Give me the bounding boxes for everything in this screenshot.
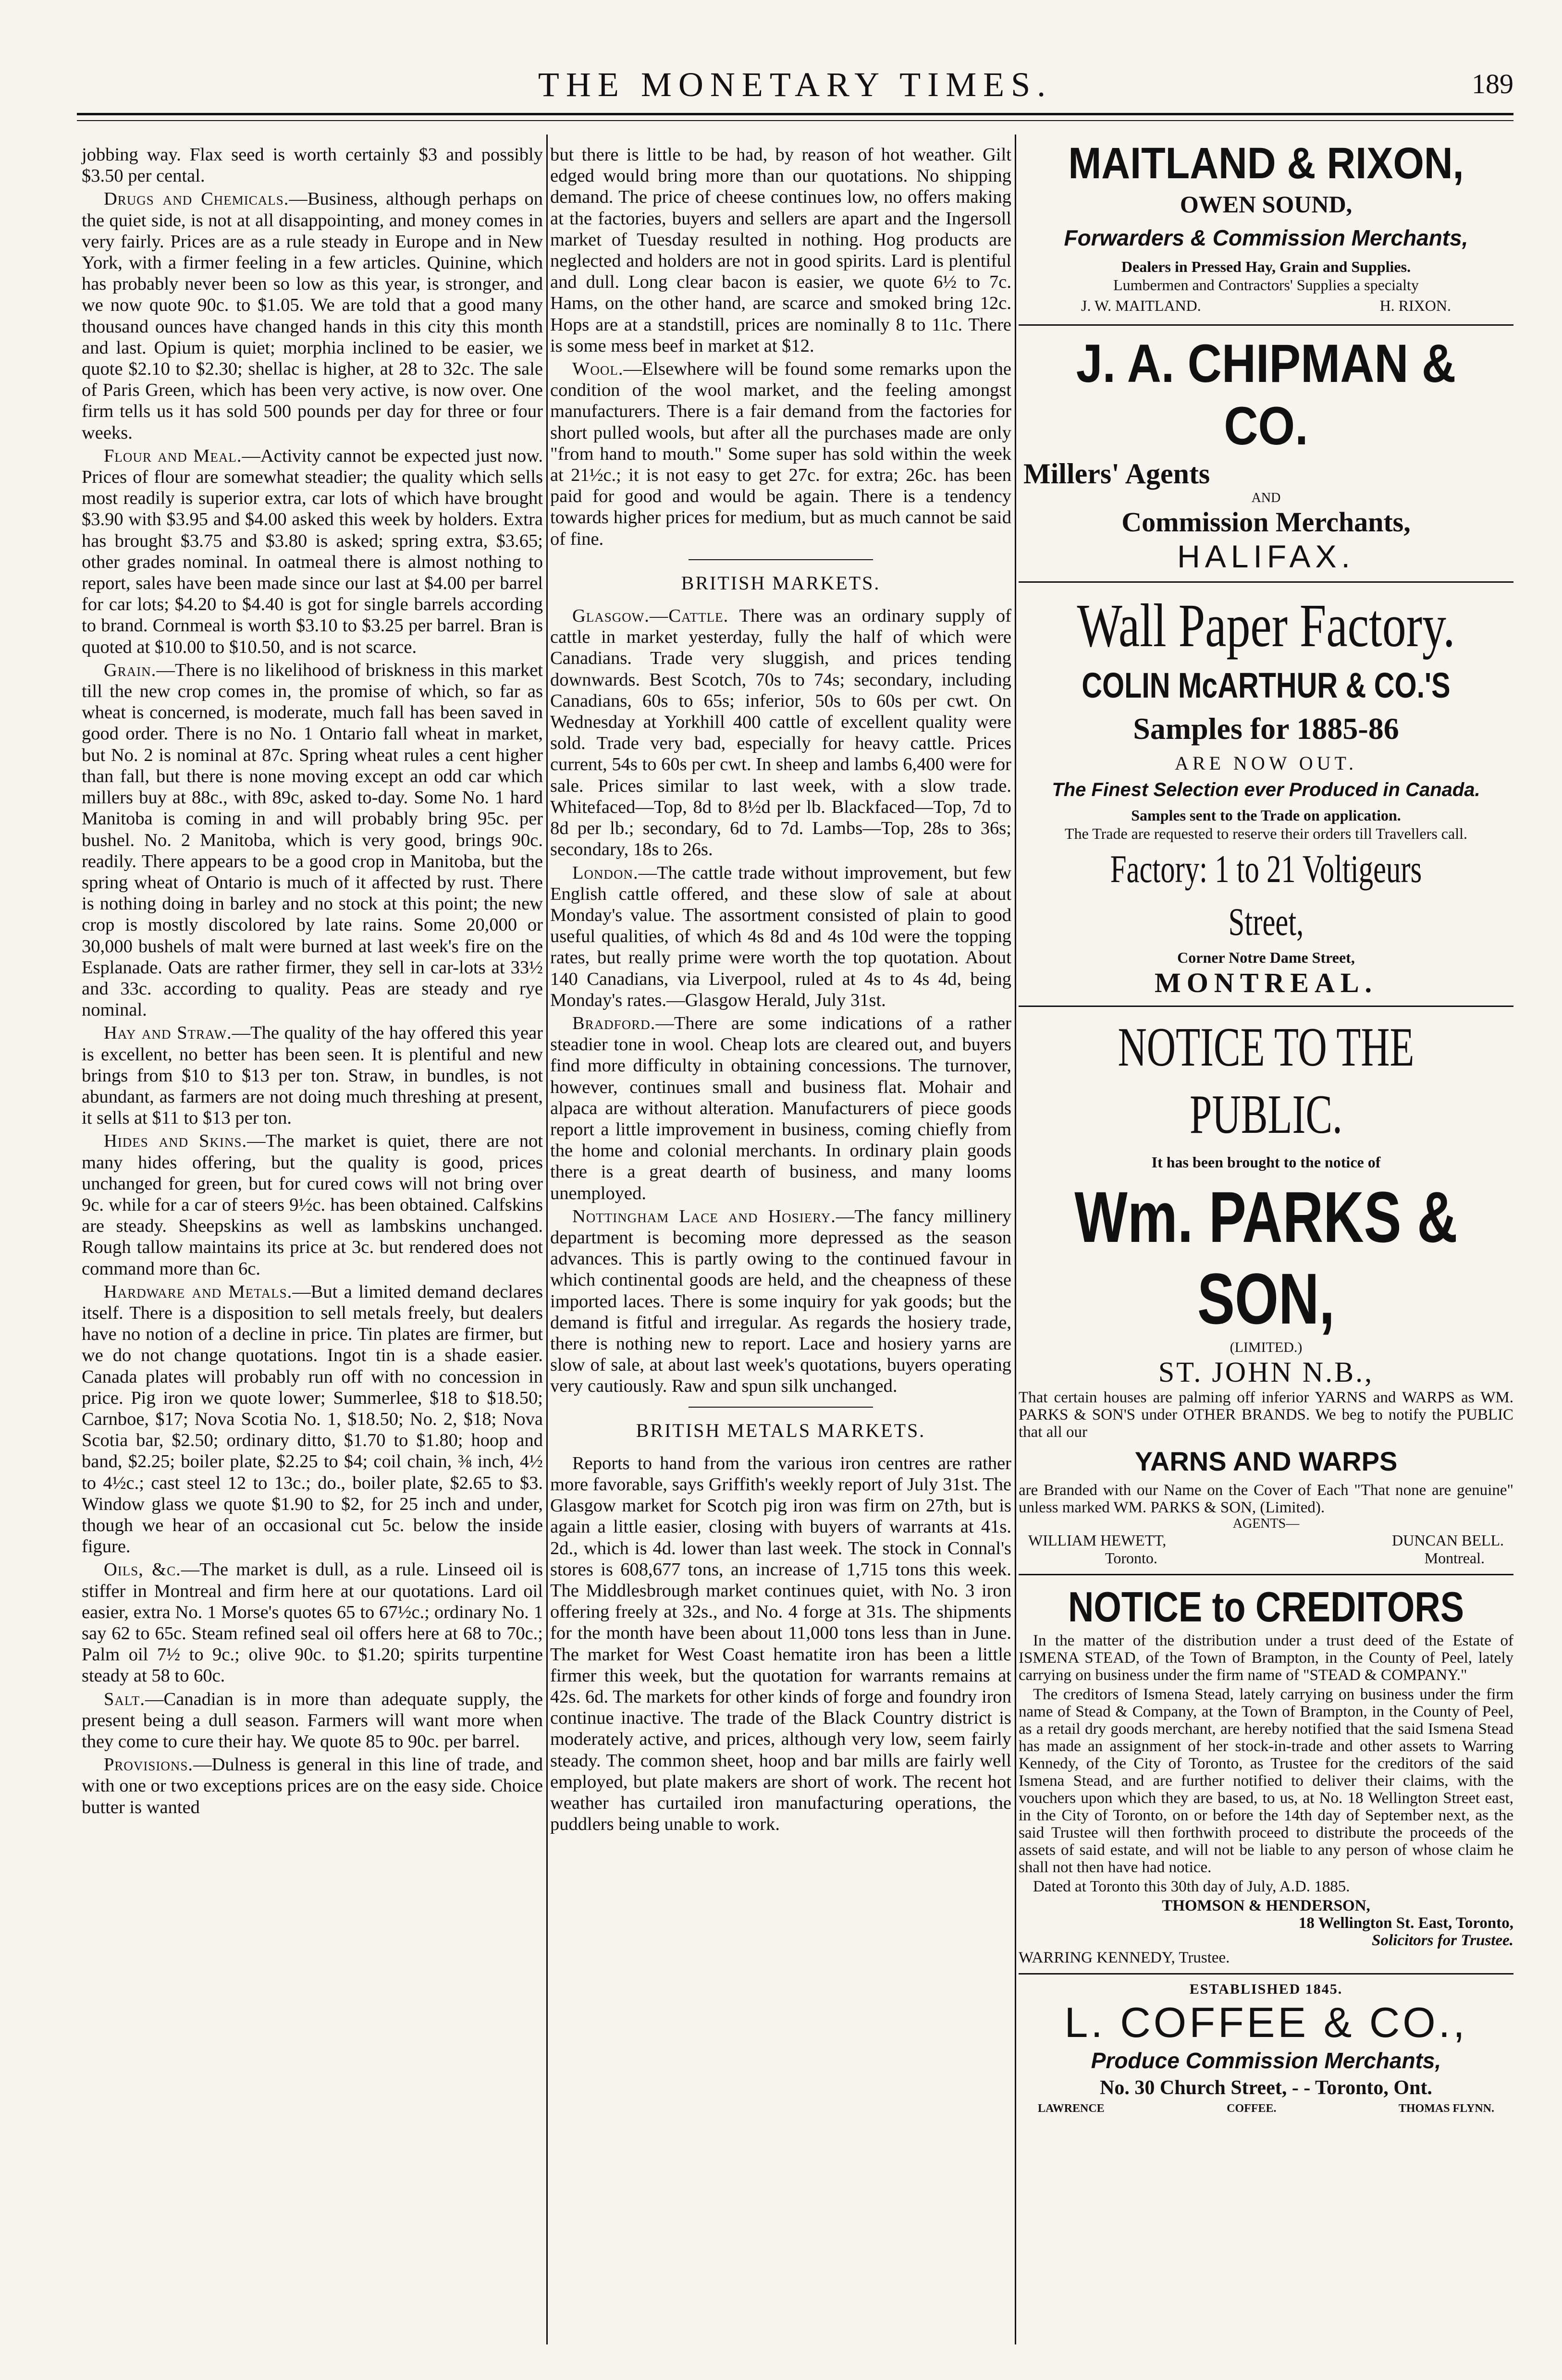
partner-rixon: H. RIXON. — [1379, 297, 1451, 314]
coffee-name: L. COFFEE & CO., — [1064, 1999, 1468, 2046]
notice-creditors-body — [1019, 1632, 1513, 1966]
notice-public-ad — [1019, 1014, 1513, 1567]
creditors-firm: THOMSON & HENDERSON, — [1162, 1897, 1370, 1914]
british-market-text: There was an ordinary supply of cattle in market yesterday, fully the half of which were Canadians. Trade very sluggish, and prices tending downwards. Best Scotch, 70s to 74s; secondary, including Canadians, 60s to 65s; inferior, 50s to 60s per cwt. On Wednesday at Yorkhill 400 cattle of excellent quality were sold. Trade very bad, especially for heavy cattle. Prices current, 54s to 60s per cwt. In sheep and lambs 6,400 were for sale. Prices similar to last week, with a slow trade. Whitefaced—Top, 8d to 8½d per lb. Blackfaced—Top, 7d to 8d per lb.; secondary, 6d to 7d. Lambs—Top, 28s to 36s; secondary, 18s to 26s. — [550, 606, 1011, 860]
agent-bell-city: Montreal. — [1424, 1549, 1485, 1567]
partner-lawrence: LAWRENCE — [1038, 2102, 1105, 2115]
parks-text-1: That certain houses are palming off inferior YARNS and WARPS as WM. PARKS & SON'S under OTHER BRANDS. We beg to notify the PUBLIC that all our — [1019, 1389, 1513, 1441]
british-markets-heading: BRITISH MARKETS. — [681, 572, 881, 594]
maitland-name: MAITLAND & RIXON, — [1068, 139, 1464, 188]
maitland-trade: Forwarders & Commission Merchants, — [1064, 225, 1468, 250]
parks-city: ST. JOHN N.B., — [1158, 1356, 1374, 1388]
creditors-trustee: WARRING KENNEDY, Trustee. — [1019, 1949, 1230, 1966]
market-report-paragraph — [82, 144, 543, 186]
wall-paper-corner: Corner Notre Dame Street, — [1177, 949, 1355, 966]
british-market-lead: London. — [572, 862, 639, 883]
creditors-solicitors: Solicitors for Trustee. — [1372, 1932, 1513, 1949]
newspaper-title: THE MONETARY TIMES. — [538, 65, 1053, 104]
maitland-dealers: Dealers in Pressed Hay, Grain and Supplies. — [1121, 258, 1411, 275]
british-markets-list — [550, 605, 1011, 1397]
ad-divider — [1019, 324, 1513, 326]
column-divider-2 — [1015, 135, 1016, 2344]
market-report-text: —Activity cannot be expected just now. Prices of flour are somewhat steadier; the quality which sells most readily is superior extra, car lots of which have brought $3.90 with $3.95 and $4.00 asked this week by holders. Extra has brought $3.75 and $3.80 is asked; spring extra, $3.65; other grades nominal. In oatmeal there is almost nothing to report, sales have been made since our last at $4.00 per barrel for car lots; $4.20 to $4.40 is got for single barrels according to brand. Cornmeal is worth $3.10 to $3.25 per barrel. Bran is quoted at $10.00 to $10.50, and is not scarce. — [82, 445, 543, 657]
market-report-paragraph — [82, 445, 543, 658]
chipman-and: AND — [1251, 491, 1281, 505]
masthead — [77, 65, 1513, 108]
notice-creditors-ad — [1019, 1582, 1513, 1966]
market-report-paragraph — [82, 1559, 543, 1686]
market-report-paragraph — [82, 1022, 543, 1129]
column-2 — [550, 144, 1011, 1837]
creditors-p2: The creditors of Ismena Stead, lately carrying on business under the firm name of Stead & Company, at the Town of Brampton, in the County of Peel, as a retail dry goods merchant, are hereby notified that the said Ismena Stead has made an assignment of her stock-in-trade and other assets to Warring Kennedy, of the City of Toronto, as Trustee for the creditors of the said Ismena Stead, and are further notified to deliver their claims, with the vouchers upon which they are based, to us, at No. 18 Wellington Street east, in the City of Toronto, on or before the 14th day of September next, as the said Trustee will then forthwith proceed to distribute the proceeds of the assets of said estate, and will not be liable to any person of whose claim he shall not then have had notice. — [1019, 1686, 1513, 1876]
wool-text: —Elsewhere will be found some remarks upon the condition of the wool market, and the feeling amongst manufacturers. There is a fair demand from the factories for short pulled wools, but after all the purchases made are only "from hand to mouth." Some super has sold within the week at 21½c.; it is not easy to get 27c. for extra; 26c. has been paid for good and would be again. There is a tendency towards higher prices for medium, but as much cannot be said of fine. — [550, 359, 1011, 549]
parks-agent-names — [1019, 1532, 1513, 1549]
market-report-text: —But a limited demand declares itself. There is a disposition to sell metals freely, but dealers have no notion of a decline in price. Tin plates are firmer, but we do not change quotations. Ingot tin is a shade easier. Canada plates will probably run off with no concession in price. Pig iron we quote lower; Summerlee, $18 to $18.50; Carnboe, $17; Nova Scotia No. 1, $18.50; No. 2, $18; Nova Scotia bar, $2.50; ordinary ditto, $1.70 to $1.80; hoop and band, $2.25; boiler plate, $2.25 to $4; coil chain, ⅜ inch, 4½ to 4½c.; cast steel 12 to 13c.; do., boiler plate, $2.65 to $3. Window glass we quote $1.90 to $2, for 25 inch and under, though we hear of an occasional cut 5c. below the inside figure. — [82, 1281, 543, 1557]
market-report-lead: Drugs and Chemicals. — [104, 189, 289, 209]
market-report-text: —Business, although perhaps on the quiet side, is not at all disappointing, and money comes in very fairly. Prices are as a rule steady in Europe and in New York, with a firmer feeling in a few articles. Quinine, which has probably never been so low as this year, is stronger, and we now quote 90c. to $1.05. We are told that a good many thousand ounces have changed hands in this city this month and last. Opium is quiet; morphia inclined to be easier, we quote $2.10 to $2.30; shellac is higher, at 28 to 32c. The sale of Paris Green, which has been very active, is now over. One firm tells us it has sold 500 pounds per day for three or four weeks. — [82, 189, 543, 443]
wall-paper-city: MONTREAL. — [1154, 967, 1378, 998]
parks-firm: Wm. PARKS & SON, — [1074, 1177, 1458, 1339]
coffee-ad — [1019, 1981, 1513, 2115]
chipman-agents: Millers' Agents — [1023, 458, 1210, 490]
market-report-paragraph — [82, 188, 543, 443]
ad-divider — [1019, 581, 1513, 583]
british-market-text: —The fancy millinery department is becoming more depressed as the season advances. This is partly owing to the continued favour in which continental goods are held, and the cheapness of these imported laces. There is some inquiry for yak goods; but the demand is fitful and irregular. As regards the hosiery trade, there is nothing new to report. Lace and hosiery yarns are slow of sale, at about last week's quotations, buyers operating very cautiously. Raw and spun silk unchanged. — [550, 1206, 1011, 1397]
partner-flynn: THOMAS FLYNN. — [1398, 2102, 1494, 2115]
coffee-established: ESTABLISHED 1845. — [1189, 1981, 1343, 1997]
wall-paper-finest: The Finest Selection ever Produced in Canada. — [1052, 779, 1480, 800]
british-market-text: —The cattle trade without improvement, but few English cattle offered, and these slow of sale at about Monday's value. The assortment consisted of plain to good useful qualities, of which 4s 8d and 4s 10d were the topping rates, but really prime were worth the top quotation. About 140 Canadians, via Liverpool, ruled at 4s to 4s 4d, being Monday's rates.—Glasgow Herald, July 31st. — [550, 862, 1011, 1010]
partner-maitland: J. W. MAITLAND. — [1081, 297, 1201, 314]
creditors-dated: Dated at Toronto this 30th day of July, A.D. 1885. — [1033, 1878, 1350, 1895]
agent-bell: DUNCAN BELL. — [1392, 1532, 1504, 1549]
market-report-lead: Flour and Meal. — [104, 445, 242, 466]
agent-hewett-city: Toronto. — [1105, 1549, 1157, 1567]
page-number: 189 — [1472, 68, 1513, 99]
maitland-place: OWEN SOUND, — [1180, 191, 1353, 218]
market-report-lead: Hay and Straw. — [104, 1023, 232, 1043]
wool-paragraph — [550, 358, 1011, 550]
creditors-address: 18 Wellington St. East, Toronto, — [1298, 1914, 1513, 1932]
header-rule-thin — [77, 120, 1513, 121]
section-divider — [689, 1407, 873, 1408]
parks-limited: (LIMITED.) — [1230, 1339, 1303, 1355]
wool-lead: Wool. — [572, 359, 624, 380]
maitland-partners — [1019, 294, 1513, 318]
british-market-text: —There are some indications of a rather steadier tone in wool. Cheap lots are cleared out, and buyers find more difficulty in obtaining concessions. The turnover, however, continues small and business flat. Mohair and alpaca are without alteration. Manufacturers of piece goods report a little improvement in business, coming chiefly from the home and colonial merchants. In ordinary plain goods there is a great dearth of business, and many looms unemployed. — [550, 1013, 1011, 1203]
british-market-paragraph — [550, 1206, 1011, 1397]
market-report-paragraph — [82, 1689, 543, 1753]
market-report-lead: Grain. — [104, 660, 157, 680]
market-report-lead: Oils, &c. — [104, 1559, 181, 1580]
agent-hewett: WILLIAM HEWETT, — [1028, 1532, 1167, 1549]
column-1 — [82, 144, 543, 1820]
british-market-paragraph — [550, 605, 1011, 860]
market-report-paragraph — [82, 660, 543, 1020]
market-report-lead: Provisions. — [104, 1754, 194, 1775]
coffee-partners — [1019, 2102, 1513, 2115]
wall-paper-now-out: ARE NOW OUT. — [1174, 752, 1358, 774]
british-market-lead: Bradford. — [572, 1013, 656, 1033]
wall-paper-factory: Factory: 1 to 21 Voltigeurs Street, — [1110, 847, 1422, 944]
notice-public-heading: NOTICE TO THE PUBLIC. — [1118, 1017, 1414, 1145]
header-rule — [77, 113, 1513, 115]
chipman-commission: Commission Merchants, — [1121, 506, 1411, 538]
parks-agent-cities — [1019, 1549, 1513, 1567]
british-market-lead: Glasgow.—Cattle. — [572, 606, 729, 626]
wall-paper-heading: Wall Paper Factory. — [1077, 591, 1455, 660]
market-report-text: —The market is dull, as a rule. Linseed oil is stiffer in Montreal and firm here at our quotations. Lard oil easier, extra No. 1 Morse's quotes 65 to 67½c.; ordinary No. 1 say 62 to 65c. Steam refined seal oil offers here at 68 to 70c.; Palm oil 7½ to 9c.; olive 90c. to $1.20; spirits turpentine steady at 58 to 60c. — [82, 1559, 543, 1686]
notice-creditors-heading: NOTICE to CREDITORS — [1068, 1583, 1464, 1631]
coffee-address: No. 30 Church Street, - - Toronto, Ont. — [1100, 2077, 1432, 2099]
market-report-lead: Hides and Skins. — [104, 1131, 247, 1152]
chipman-ad — [1019, 332, 1513, 575]
ad-divider — [1019, 1006, 1513, 1007]
creditors-p1: In the matter of the distribution under a trust deed of the Estate of ISMENA STEAD, of the Town of Brampton, in the County of Peel, lately carrying on business under the firm name of "STEAD & COMPANY." — [1019, 1632, 1513, 1684]
market-report-text: —The quality of the hay offered this year is excellent, no better has been seen. It is plentiful and new brings from $10 to $13 per ton. Straw, in bundles, is not abundant, as farmers are not doing much threshing at present, it sells at $11 to $13 per ton. — [82, 1023, 543, 1129]
market-report-paragraph — [82, 1130, 543, 1279]
wall-paper-ad — [1019, 589, 1513, 999]
ad-divider — [1019, 1574, 1513, 1575]
market-report-text: —The market is quiet, there are not many hides offering, but the quality is good, prices unchanged for green, but for cured cows will not bring over 9c. while for a car of steers 9½c. has been obtained. Calfskins are steady. Sheepskins as well as lambskins unchanged. Rough tallow maintains its price at 3c. but rendered does not command more than 6c. — [82, 1131, 543, 1279]
wall-paper-samples-sent: Samples sent to the Trade on application. — [1131, 807, 1401, 824]
column-divider-1 — [546, 135, 548, 2344]
british-market-paragraph — [550, 1013, 1011, 1204]
wall-paper-samples: Samples for 1885-86 — [1133, 712, 1399, 746]
parks-text-2: are Branded with our Name on the Cover of Each "That none are genuine" unless marked WM. PARKS & SON, (Limited). — [1019, 1482, 1513, 1516]
advertisement-column — [1019, 139, 1513, 2115]
market-report-text: jobbing way. Flax seed is worth certainly $3 and possibly $3.50 per cental. — [82, 145, 543, 186]
section-divider — [689, 559, 873, 560]
british-metals-text: Reports to hand from the various iron centres are rather more favorable, says Griffith's weekly report of July 31st. The Glasgow market for Scotch pig iron was firm on 27th, but is again a little easier, closing with buyers of warrants at 41s. 2d., which is 4d. lower than last week. The stock in Connal's stores is 608,677 tons, an increase of 1,715 tons this week. The Middlesbrough market continues quiet, with No. 3 iron offering freely at 32s., and No. 4 forge at 31s. The shipments for the month have been about 11,000 tons less than in June. The market for West Coast hematite iron has been a little firmer this week, but the quotation for warrants remains at 42s. 6d. The markets for other kinds of forge and foundry iron continue inactive. The trade of the Black Country district is moderately active, and prices, although very low, seem fairly steady. The common sheet, hoop and bar mills are fairly well employed, but plate makers are short of work. The recent hot weather has curtailed iron manufacturing operations, the puddlers being unable to work. — [550, 1453, 1011, 1835]
chipman-city: HALIFAX. — [1177, 539, 1355, 574]
parks-yarns: YARNS AND WARPS — [1134, 1446, 1398, 1476]
ad-divider — [1019, 1973, 1513, 1975]
maitland-rixon-ad — [1019, 139, 1513, 318]
market-report-paragraph — [82, 1281, 543, 1558]
parks-agents: AGENTS— — [1232, 1516, 1300, 1531]
wall-paper-firm: COLIN McARTHUR & CO.'S — [1082, 665, 1451, 705]
coffee-trade: Produce Commission Merchants, — [1091, 2048, 1441, 2073]
market-report-paragraph — [82, 1754, 543, 1818]
chipman-name: J. A. CHIPMAN & CO. — [1076, 333, 1456, 456]
market-report-text: —Dulness is general in this line of trade, and with one or two exceptions prices are on the easy side. Choice butter is wanted — [82, 1754, 543, 1817]
market-report-text: —There is no likelihood of briskness in this market till the new crop comes in, the promise of which, so far as wheat is concerned, is moderate, much fall has been saved in good order. There is no No. 1 Ontario fall wheat in market, but No. 2 is nominal at 87c. Spring wheat rules a cent higher than fall, but there is none moving except an odd car which millers buy at 88c., with 89c, asked to-day. Some No. 1 hard Manitoba is coming in and will probably bring 95c. per bushel. No. 2 Manitoba, which is very good, brings 90c. readily. There appears to be a good crop in Manitoba, but the spring wheat of Ontario is much of it affected by rust. There is nothing doing in barley and no stock at this point; the new crop is mostly discolored by late rains. Some 20,000 or 30,000 bushels of malt were burned at last week's fire on the Esplanade. Oats are rather firmer, they sell in car-lots at 33½ and 33c. according to quality. Peas are steady and rye nominal. — [82, 660, 543, 1020]
partner-coffee: COFFEE. — [1227, 2102, 1277, 2115]
british-metals-heading: BRITISH METALS MARKETS. — [636, 1419, 926, 1441]
maitland-supplies: Lumbermen and Contractors' Supplies a specialty — [1113, 276, 1419, 294]
british-market-paragraph — [550, 862, 1011, 1011]
provisions-continued: but there is little to be had, by reason of hot weather. Gilt edged would bring more than our quotations. No shipping demand. The price of cheese continues low, no offers making at the factories, buyers and sellers are apart and the Ingersoll market of Tuesday resulted in nothing. Hog products are neglected and holders are not in good spirits. Lard is plentiful and dull. Long clear bacon is easier, we quote 6½ to 7c. Hams, on the other hand, are scarce and smoked bring 12c. Hops are at a standstill, prices are nominally 8 to 11c. There is some mess beef in market at $12. — [550, 145, 1011, 356]
notice-public-brought: It has been brought to the notice of — [1151, 1153, 1381, 1171]
market-report-lead: Salt. — [104, 1689, 146, 1709]
wall-paper-requested: The Trade are requested to reserve their orders till Travellers call. — [1065, 825, 1467, 842]
british-market-lead: Nottingham Lace and Hosiery. — [572, 1206, 836, 1227]
market-report-text: —Canadian is in more than adequate supply, the present being a dull season. Farmers will want more when they come to cure their hay. We quote 85 to 90c. per barrel. — [82, 1689, 543, 1752]
market-report-lead: Hardware and Metals. — [104, 1281, 293, 1302]
